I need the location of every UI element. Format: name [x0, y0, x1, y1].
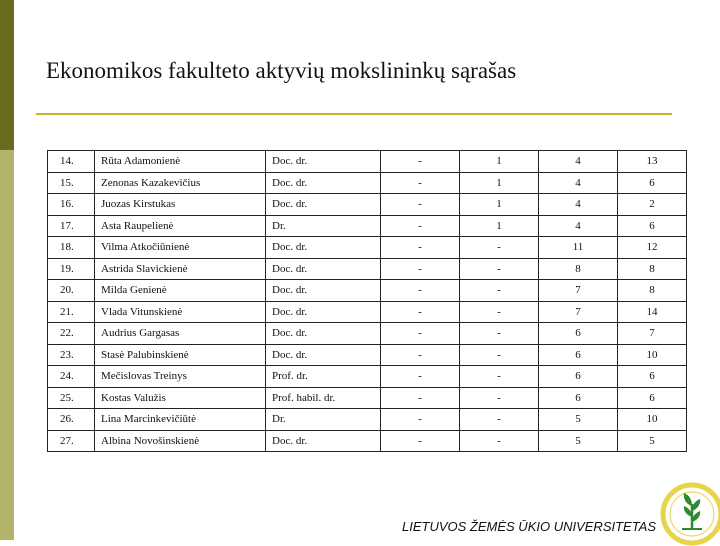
- value-cell-1: -: [381, 280, 460, 302]
- value-cell-2: -: [460, 280, 539, 302]
- value-cell-3: 6: [539, 344, 618, 366]
- degree-cell: Prof. dr.: [266, 366, 381, 388]
- value-cell-1: -: [381, 409, 460, 431]
- table-row: [48, 194, 687, 216]
- name-cell: Mečislovas Treinys: [95, 366, 266, 388]
- value-cell-2: 1: [460, 194, 539, 216]
- value-cell-3: 5: [539, 430, 618, 452]
- value-cell-2: -: [460, 366, 539, 388]
- value-cell-3: 4: [539, 194, 618, 216]
- value-cell-4: 6: [618, 387, 687, 409]
- degree-cell: Doc. dr.: [266, 280, 381, 302]
- value-cell-1: -: [381, 387, 460, 409]
- value-cell-2: -: [460, 301, 539, 323]
- value-cell-3: 6: [539, 387, 618, 409]
- value-cell-3: 6: [539, 323, 618, 345]
- value-cell-3: 7: [539, 301, 618, 323]
- value-cell-2: 1: [460, 215, 539, 237]
- table-row: [48, 344, 687, 366]
- value-cell-1: -: [381, 172, 460, 194]
- degree-cell: Prof. habil. dr.: [266, 387, 381, 409]
- value-cell-1: -: [381, 323, 460, 345]
- row-number-cell: 18.: [48, 237, 95, 259]
- value-cell-1: -: [381, 258, 460, 280]
- table-row: [48, 237, 687, 259]
- degree-cell: Doc. dr.: [266, 344, 381, 366]
- row-number-cell: 25.: [48, 387, 95, 409]
- name-cell: Asta Raupelienė: [95, 215, 266, 237]
- value-cell-3: 7: [539, 280, 618, 302]
- value-cell-2: -: [460, 430, 539, 452]
- row-number-cell: 26.: [48, 409, 95, 431]
- degree-cell: Doc. dr.: [266, 151, 381, 173]
- row-number-cell: 23.: [48, 344, 95, 366]
- table-row: [48, 301, 687, 323]
- researchers-table: [47, 150, 687, 452]
- value-cell-4: 2: [618, 194, 687, 216]
- value-cell-1: -: [381, 237, 460, 259]
- table-row: [48, 258, 687, 280]
- name-cell: Albina Novošinskienė: [95, 430, 266, 452]
- degree-cell: Doc. dr.: [266, 194, 381, 216]
- value-cell-3: 6: [539, 366, 618, 388]
- row-number-cell: 24.: [48, 366, 95, 388]
- sidebar-accent-light: [0, 150, 14, 540]
- value-cell-1: -: [381, 430, 460, 452]
- value-cell-2: -: [460, 387, 539, 409]
- title-underline: [36, 113, 672, 115]
- value-cell-4: 10: [618, 344, 687, 366]
- table-row: [48, 409, 687, 431]
- name-cell: Rūta Adamonienė: [95, 151, 266, 173]
- row-number-cell: 15.: [48, 172, 95, 194]
- value-cell-4: 12: [618, 237, 687, 259]
- value-cell-4: 6: [618, 366, 687, 388]
- name-cell: Astrida Slavickienė: [95, 258, 266, 280]
- value-cell-2: 1: [460, 151, 539, 173]
- value-cell-4: 10: [618, 409, 687, 431]
- name-cell: Kostas Valužis: [95, 387, 266, 409]
- degree-cell: Doc. dr.: [266, 323, 381, 345]
- footer-university-name: LIETUVOS ŽEMĖS ŪKIO UNIVERSITETAS: [402, 519, 657, 534]
- name-cell: Stasė Palubinskienė: [95, 344, 266, 366]
- value-cell-4: 6: [618, 215, 687, 237]
- table-row: [48, 215, 687, 237]
- value-cell-4: 8: [618, 280, 687, 302]
- sidebar-accent-dark: [0, 0, 14, 150]
- row-number-cell: 22.: [48, 323, 95, 345]
- row-number-cell: 19.: [48, 258, 95, 280]
- value-cell-4: 5: [618, 430, 687, 452]
- table-body: [48, 151, 687, 452]
- value-cell-3: 5: [539, 409, 618, 431]
- value-cell-2: -: [460, 323, 539, 345]
- name-cell: Milda Genienė: [95, 280, 266, 302]
- value-cell-3: 4: [539, 215, 618, 237]
- table-row: [48, 280, 687, 302]
- row-number-cell: 16.: [48, 194, 95, 216]
- degree-cell: Doc. dr.: [266, 172, 381, 194]
- value-cell-1: -: [381, 151, 460, 173]
- row-number-cell: 17.: [48, 215, 95, 237]
- value-cell-4: 13: [618, 151, 687, 173]
- page-title: Ekonomikos fakulteto aktyvių mokslininkų sąrašas: [46, 58, 517, 83]
- degree-cell: Dr.: [266, 215, 381, 237]
- row-number-cell: 21.: [48, 301, 95, 323]
- table-row: [48, 366, 687, 388]
- value-cell-1: -: [381, 194, 460, 216]
- value-cell-4: 7: [618, 323, 687, 345]
- table-row: [48, 430, 687, 452]
- table-row: [48, 387, 687, 409]
- table-row: [48, 151, 687, 173]
- value-cell-2: -: [460, 344, 539, 366]
- value-cell-2: -: [460, 409, 539, 431]
- value-cell-4: 6: [618, 172, 687, 194]
- value-cell-3: 4: [539, 151, 618, 173]
- name-cell: Juozas Kirstukas: [95, 194, 266, 216]
- value-cell-2: 1: [460, 172, 539, 194]
- value-cell-3: 11: [539, 237, 618, 259]
- name-cell: Lina Marcinkevičiūtė: [95, 409, 266, 431]
- table-row: [48, 323, 687, 345]
- value-cell-1: -: [381, 344, 460, 366]
- name-cell: Vilma Atkočiūnienė: [95, 237, 266, 259]
- table-row: [48, 172, 687, 194]
- value-cell-4: 8: [618, 258, 687, 280]
- name-cell: Zenonas Kazakevičius: [95, 172, 266, 194]
- name-cell: Vlada Vitunskienė: [95, 301, 266, 323]
- name-cell: Audrius Gargasas: [95, 323, 266, 345]
- value-cell-3: 4: [539, 172, 618, 194]
- row-number-cell: 27.: [48, 430, 95, 452]
- value-cell-2: -: [460, 237, 539, 259]
- value-cell-2: -: [460, 258, 539, 280]
- degree-cell: Dr.: [266, 409, 381, 431]
- value-cell-4: 14: [618, 301, 687, 323]
- row-number-cell: 20.: [48, 280, 95, 302]
- value-cell-1: -: [381, 215, 460, 237]
- degree-cell: Doc. dr.: [266, 237, 381, 259]
- value-cell-3: 8: [539, 258, 618, 280]
- row-number-cell: 14.: [48, 151, 95, 173]
- university-seal-icon: [660, 482, 720, 546]
- degree-cell: Doc. dr.: [266, 301, 381, 323]
- value-cell-1: -: [381, 301, 460, 323]
- value-cell-1: -: [381, 366, 460, 388]
- degree-cell: Doc. dr.: [266, 258, 381, 280]
- degree-cell: Doc. dr.: [266, 430, 381, 452]
